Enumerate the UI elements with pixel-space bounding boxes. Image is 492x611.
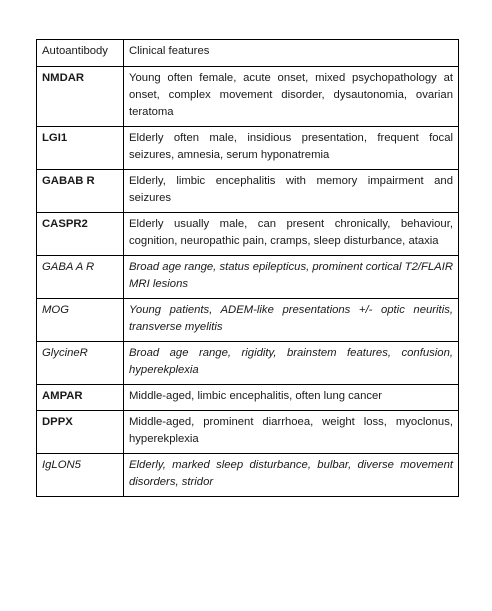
clinical-features-cell: Elderly often male, insidious presentation, frequent focal seizures, amnesia, serum hyponatremia <box>124 127 459 170</box>
autoantibody-cell: NMDAR <box>37 67 124 127</box>
autoantibody-cell: AMPAR <box>37 385 124 411</box>
autoantibody-cell: GABAB R <box>37 170 124 213</box>
table-row <box>37 454 459 497</box>
autoantibody-cell: IgLON5 <box>37 454 124 497</box>
autoantibody-cell: CASPR2 <box>37 213 124 256</box>
autoantibody-cell: DPPX <box>37 411 124 454</box>
table-row <box>37 127 459 170</box>
clinical-features-cell: Young patients, ADEM-like presentations +/- optic neuritis, transverse myelitis <box>124 299 459 342</box>
autoantibody-cell: GABA A R <box>37 256 124 299</box>
clinical-features-cell: Elderly usually male, can present chronically, behaviour, cognition, neuropathic pain, cramps, sleep disturbance, ataxia <box>124 213 459 256</box>
table-row <box>37 213 459 256</box>
autoantibody-cell: LGI1 <box>37 127 124 170</box>
table-row <box>37 411 459 454</box>
table-row <box>37 256 459 299</box>
clinical-features-cell: Middle-aged, limbic encephalitis, often lung cancer <box>124 385 459 411</box>
clinical-features-cell: Middle-aged, prominent diarrhoea, weight loss, myoclonus, hyperekplexia <box>124 411 459 454</box>
table-row <box>37 170 459 213</box>
document-page <box>36 39 458 497</box>
table-header-row <box>37 40 459 67</box>
clinical-features-cell: Elderly, limbic encephalitis with memory impairment and seizures <box>124 170 459 213</box>
autoantibody-cell: MOG <box>37 299 124 342</box>
autoantibody-cell: GlycineR <box>37 342 124 385</box>
clinical-features-cell: Young often female, acute onset, mixed psychopathology at onset, complex movement disorder, dysautonomia, ovarian teratoma <box>124 67 459 127</box>
clinical-features-cell: Elderly, marked sleep disturbance, bulbar, diverse movement disorders, stridor <box>124 454 459 497</box>
header-autoantibody: Autoantibody <box>37 40 124 67</box>
header-clinical-features: Clinical features <box>124 40 459 67</box>
autoantibody-table <box>36 39 459 497</box>
table-row <box>37 299 459 342</box>
table-row <box>37 385 459 411</box>
table-row <box>37 342 459 385</box>
table-row <box>37 67 459 127</box>
clinical-features-cell: Broad age range, status epilepticus, prominent cortical T2/FLAIR MRI lesions <box>124 256 459 299</box>
clinical-features-cell: Broad age range, rigidity, brainstem features, confusion, hyperekplexia <box>124 342 459 385</box>
